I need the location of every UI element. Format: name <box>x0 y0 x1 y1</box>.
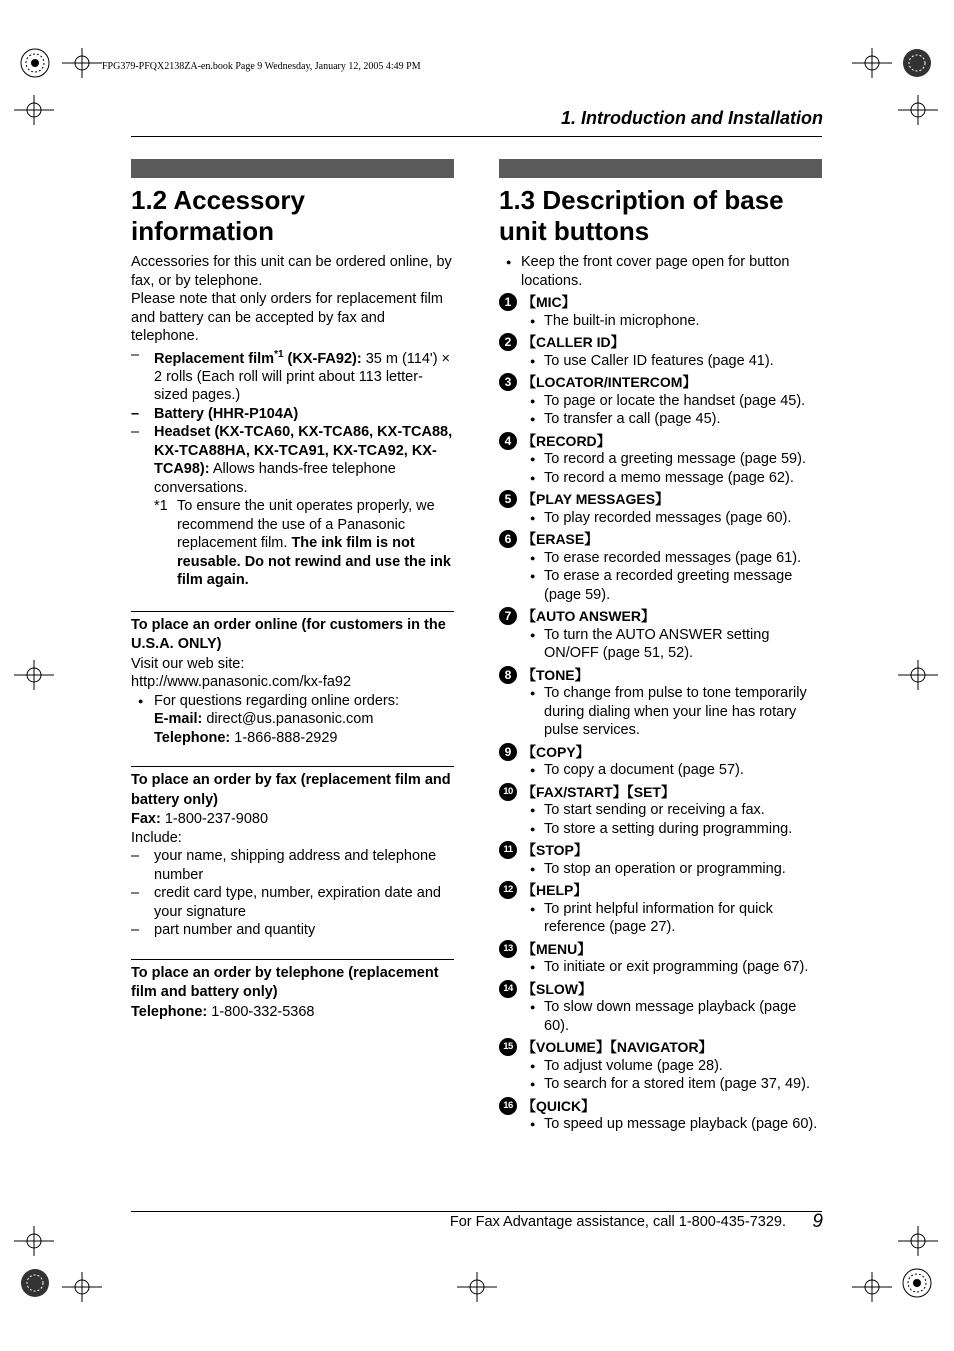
button-label: 【AUTO ANSWER】 <box>522 608 655 624</box>
circled-number-icon: 14 <box>499 980 517 998</box>
telephone-line <box>131 729 454 748</box>
crosshair-icon <box>62 1272 102 1302</box>
crosshair-icon <box>14 1226 54 1256</box>
button-entry <box>499 333 822 352</box>
accessory-information-column <box>131 159 454 1021</box>
telephone-value: 1-800-332-5368 <box>207 1003 315 1020</box>
circled-number-icon: 10 <box>499 783 517 801</box>
button-entry <box>499 490 822 509</box>
questions-text: For questions regarding online orders: <box>154 692 400 709</box>
circled-number-icon: 4 <box>499 432 517 450</box>
circled-number-icon: 13 <box>499 940 517 958</box>
button-label: 【CALLER ID】 <box>522 334 625 350</box>
visit-text: Visit our web site: <box>131 655 245 672</box>
film-model: (KX-FA92): <box>283 350 362 367</box>
button-entry <box>499 293 822 312</box>
section-bar <box>499 159 822 178</box>
accessory-note: Please note that only orders for replacement film and battery can be accepted by fax and telephone. <box>131 291 443 344</box>
button-description: ● To slow down message playback (page 60). <box>499 998 822 1035</box>
button-label: 【MENU】 <box>522 940 592 957</box>
button-entry <box>499 743 822 762</box>
button-description: ● To record a greeting message (page 59). <box>499 450 822 469</box>
button-entry <box>499 432 822 451</box>
film-label: Replacement film <box>154 350 275 367</box>
button-description-column <box>499 159 822 1134</box>
telephone-label: Telephone: <box>154 729 231 746</box>
page-number: 9 <box>812 1211 823 1232</box>
circled-number-icon: 11 <box>499 841 517 859</box>
buttons-intro: ● Keep the front cover page open for button locations. <box>499 253 822 290</box>
button-label: 【RECORD】 <box>522 432 611 449</box>
corner-rosette-icon <box>902 48 932 78</box>
button-entry <box>499 783 822 802</box>
circled-number-icon: 16 <box>499 1097 517 1115</box>
button-entry <box>499 530 822 549</box>
button-description: ● To adjust volume (page 28). <box>499 1057 822 1076</box>
circled-number-icon: 3 <box>499 373 517 391</box>
button-entry <box>499 1097 822 1116</box>
circled-number-icon: 5 <box>499 490 517 508</box>
button-description: ● To speed up message playback (page 60). <box>499 1115 822 1134</box>
order-url[interactable]: http://www.panasonic.com/kx-fa92 <box>131 674 352 691</box>
corner-rosette-icon <box>902 1268 932 1298</box>
button-label: 【MIC】 <box>522 294 576 310</box>
button-label: 【ERASE】 <box>522 531 599 547</box>
button-description: ● To record a memo message (page 62). <box>499 469 822 488</box>
crosshair-icon <box>62 48 102 78</box>
accessory-intro: Accessories for this unit can be ordered online, by fax, or by telephone. <box>131 254 452 289</box>
button-description: ● To turn the AUTO ANSWER setting ON/OFF (page 51, 52). <box>499 626 822 663</box>
accessory-title: 1.2 Accessory information <box>131 185 305 246</box>
fax-label: Fax: <box>131 811 161 828</box>
crosshair-icon <box>14 660 54 690</box>
button-description: ● To page or locate the handset (page 45). <box>499 392 822 411</box>
button-description: ● To erase recorded messages (page 61). <box>499 549 822 568</box>
buttons-title: 1.3 Description of base unit buttons <box>499 185 784 246</box>
crosshair-icon <box>457 1272 497 1302</box>
corner-rosette-icon <box>20 48 50 78</box>
section-header: 1. Introduction and Installation <box>560 108 823 128</box>
button-entry <box>499 980 822 999</box>
crosshair-icon <box>898 660 938 690</box>
crosshair-icon <box>898 95 938 125</box>
circled-number-icon: 12 <box>499 881 517 899</box>
list-item <box>131 405 454 424</box>
button-description: ● The built-in microphone. <box>499 312 822 331</box>
list-item: – part number and quantity <box>131 921 454 940</box>
order-fax-block <box>131 766 454 940</box>
button-label: 【QUICK】 <box>522 1097 596 1114</box>
circled-number-icon: 9 <box>499 743 517 761</box>
battery-label: Battery (HHR-P104A) <box>154 405 299 422</box>
button-label: 【TONE】 <box>522 666 589 683</box>
fax-value: 1-800-237-9080 <box>160 811 269 828</box>
button-description: ● To erase a recorded greeting message (page 59). <box>499 567 822 604</box>
circled-number-icon: 1 <box>499 293 517 311</box>
button-label: 【SLOW】 <box>522 980 592 997</box>
button-description: ● To initiate or exit programming (page 67). <box>499 958 822 977</box>
footnote-warning: The ink film is not reusable. Do not rewind and use the ink film again. <box>177 535 451 589</box>
footnote <box>131 497 454 590</box>
list-item <box>131 423 454 497</box>
crosshair-icon <box>852 48 892 78</box>
email-line <box>131 710 454 729</box>
file-header: FPG379-PFQX2138ZA-en.book Page 9 Wednesday, January 12, 2005 4:49 PM <box>102 61 421 72</box>
circled-number-icon: 6 <box>499 530 517 548</box>
button-description: ● To copy a document (page 57). <box>499 761 822 780</box>
button-entry <box>499 1038 822 1057</box>
button-label: 【FAX/START】【SET】 <box>522 783 675 800</box>
button-list <box>499 293 822 1134</box>
telephone-value: 1-866-888-2929 <box>230 729 338 746</box>
circled-number-icon: 2 <box>499 333 517 351</box>
order-telephone-heading: To place an order by telephone (replacement film and battery only) <box>131 964 439 1001</box>
circled-number-icon: 7 <box>499 607 517 625</box>
button-description: ● To stop an operation or programming. <box>499 860 822 879</box>
button-entry <box>499 607 822 626</box>
button-label: 【COPY】 <box>522 743 590 760</box>
list-item: – credit card type, number, expiration date and your signature <box>131 884 454 921</box>
button-entry <box>499 373 822 392</box>
button-entry <box>499 841 822 860</box>
crosshair-icon <box>898 1226 938 1256</box>
order-online-block <box>131 611 454 748</box>
button-description: ● To search for a stored item (page 37, 49). <box>499 1075 822 1094</box>
corner-rosette-icon <box>20 1268 50 1298</box>
crosshair-icon <box>14 95 54 125</box>
button-entry <box>499 666 822 685</box>
button-description: ● To store a setting during programming. <box>499 820 822 839</box>
crosshair-icon <box>852 1272 892 1302</box>
list-item <box>131 692 454 711</box>
button-label: 【LOCATOR/INTERCOM】 <box>522 374 697 390</box>
button-description: ● To start sending or receiving a fax. <box>499 801 822 820</box>
button-description: ● To print helpful information for quick reference (page 27). <box>499 900 822 937</box>
footer-text: For Fax Advantage assistance, call 1-800-435-7329. <box>449 1214 786 1230</box>
section-bar <box>131 159 454 178</box>
button-label: 【HELP】 <box>522 882 588 898</box>
button-entry <box>499 881 822 900</box>
button-description: ● To use Caller ID features (page 41). <box>499 352 822 371</box>
order-fax-heading: To place an order by fax (replacement film and battery only) <box>131 772 451 808</box>
film-text: 35 m (114') × 2 rolls (Each roll will print about 113 letter-sized pages.) <box>154 350 451 404</box>
button-description: ● To change from pulse to tone temporarily during dialing when your line has rotary pulse services. <box>499 684 822 740</box>
phone-line <box>131 1003 454 1022</box>
headset-text: Allows hands-free telephone conversations. <box>154 461 396 496</box>
order-online-heading: To place an order online (for customers in the U.S.A. ONLY) <box>131 616 446 653</box>
header-rule <box>131 136 822 137</box>
circled-number-icon: 15 <box>499 1038 517 1056</box>
footer-rule <box>131 1211 822 1212</box>
list-item: – your name, shipping address and telephone number <box>131 847 454 884</box>
button-label: 【VOLUME】【NAVIGATOR】 <box>522 1039 713 1055</box>
list-item <box>131 346 454 405</box>
include-text: Include: <box>131 829 182 846</box>
headset-label: Headset (KX-TCA60, KX-TCA86, KX-TCA88, KX-TCA88HA, KX-TCA91, KX-TCA92, KX-TCA98): <box>154 424 453 478</box>
button-description: ● To transfer a call (page 45). <box>499 410 822 429</box>
footnote-text: To ensure the unit operates properly, we recommend the use of a Panasonic replacement film. <box>177 498 435 552</box>
button-label: 【STOP】 <box>522 842 588 858</box>
footnote-mark: *1 <box>154 498 168 515</box>
order-telephone-block <box>131 959 454 1022</box>
fax-line <box>131 810 454 829</box>
email-label: E-mail: <box>154 711 203 728</box>
circled-number-icon: 8 <box>499 666 517 684</box>
email-value[interactable]: direct@us.panasonic.com <box>202 711 374 728</box>
telephone-label: Telephone: <box>131 1003 208 1020</box>
film-footnote-mark: *1 <box>274 348 284 360</box>
button-entry <box>499 940 822 959</box>
button-label: 【PLAY MESSAGES】 <box>522 491 670 507</box>
button-description: ● To play recorded messages (page 60). <box>499 509 822 528</box>
